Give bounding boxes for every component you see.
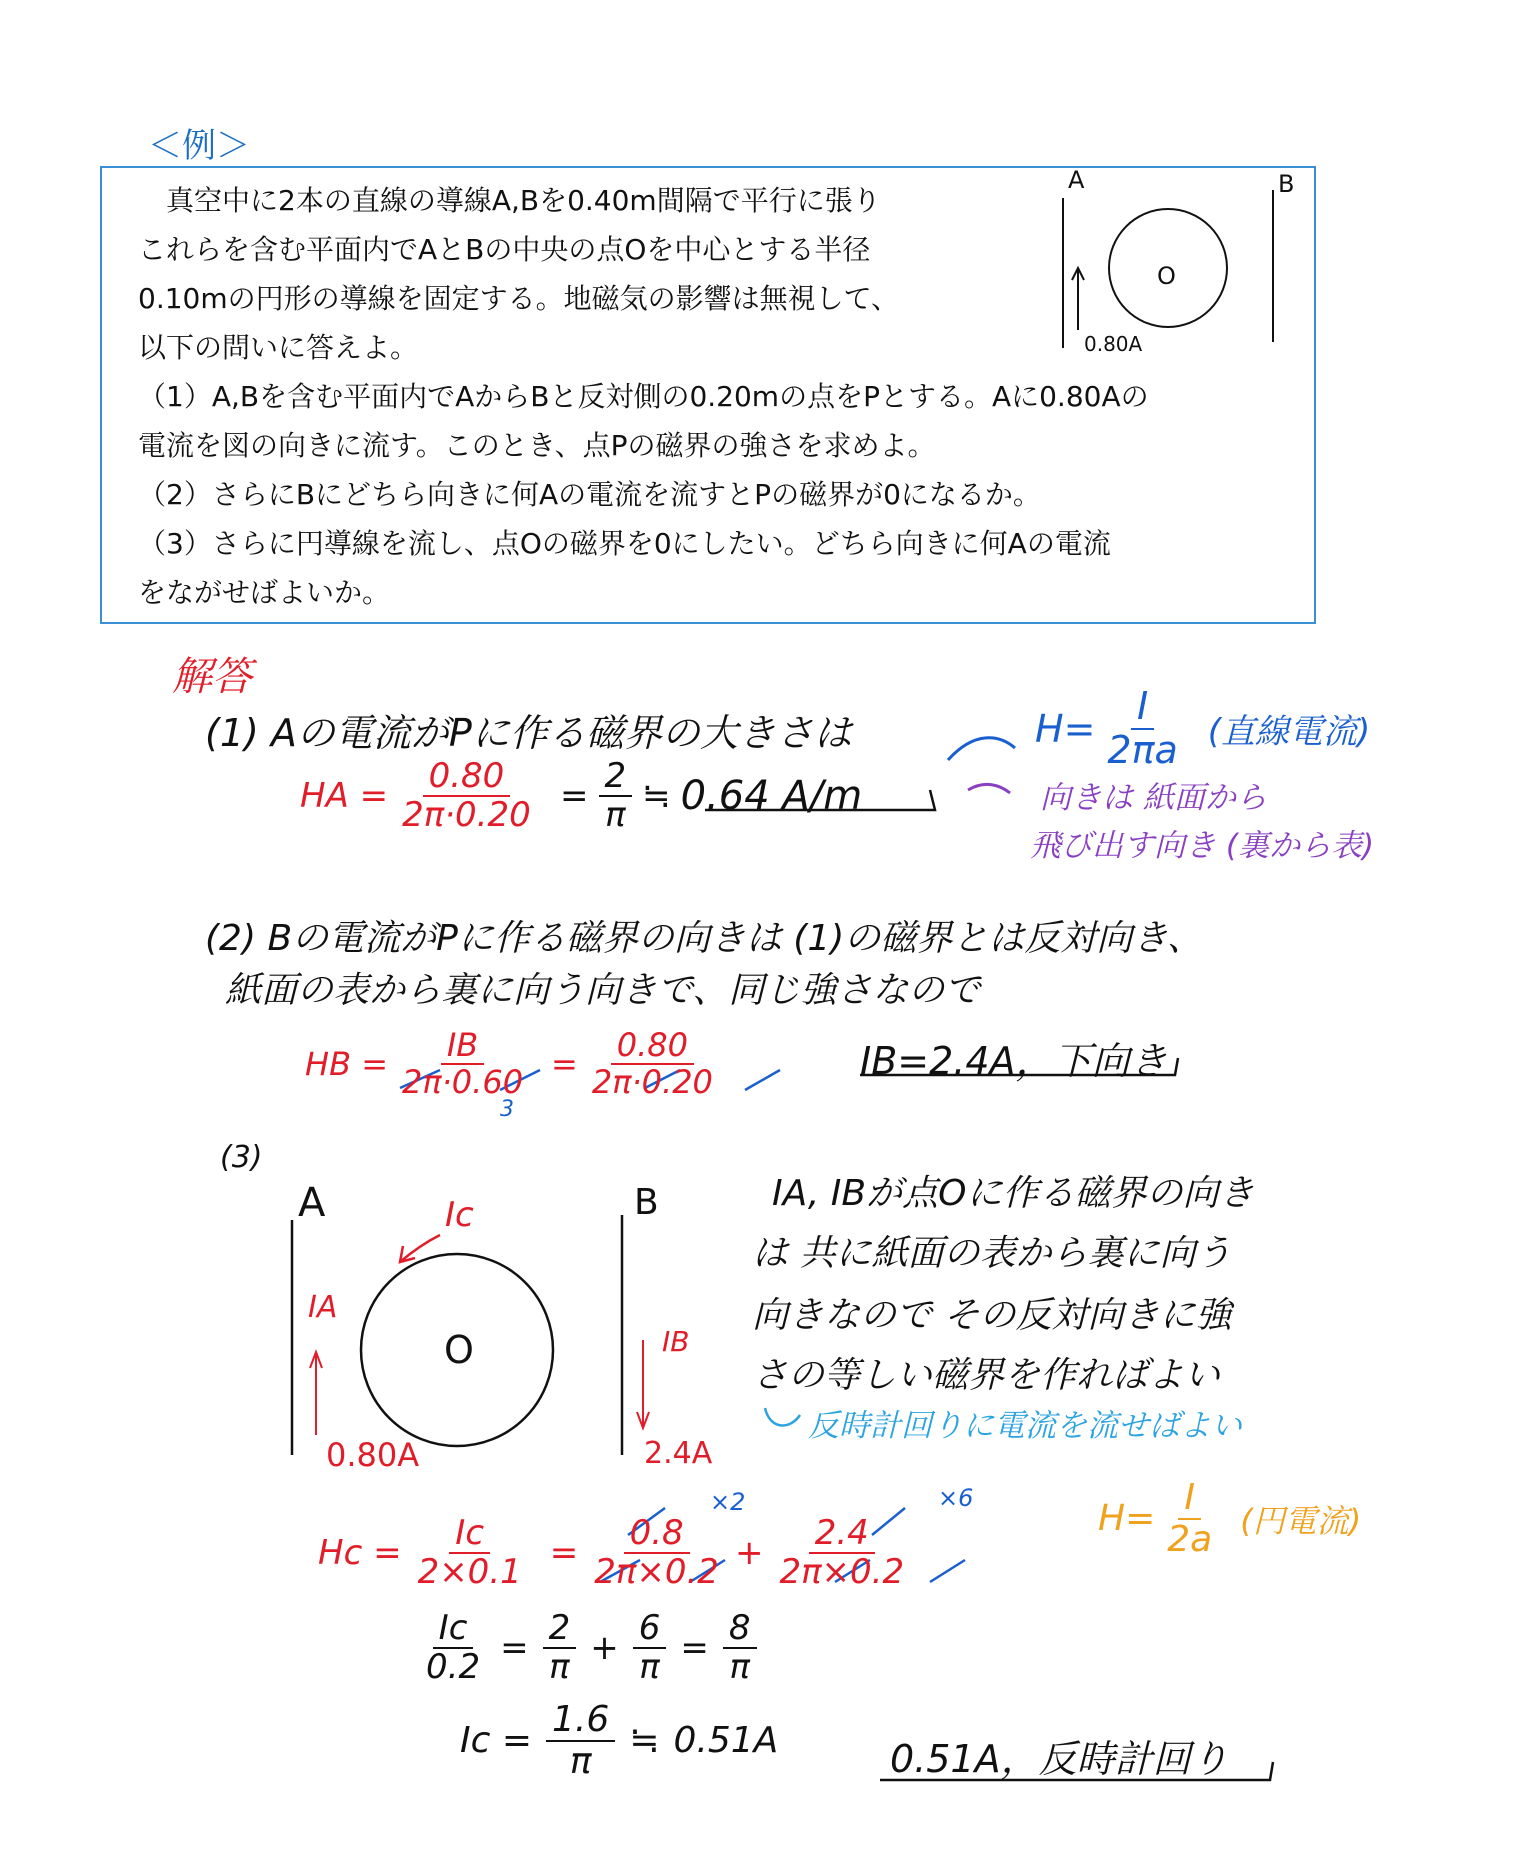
q2-result: IB=2.4A，下向き xyxy=(860,1039,1168,1083)
problem-line-9: をながせばよいか。 xyxy=(138,576,391,609)
q3-eq2-t2-den: π xyxy=(639,1647,660,1688)
q3-eq1-den: 2×0.1 xyxy=(417,1552,522,1593)
q1-formula-num: I xyxy=(1131,686,1154,730)
q2-strike-4 xyxy=(745,1070,780,1090)
q1-text: (1) Aの電流がPに作る磁界の大きさは xyxy=(205,711,852,755)
q3-formula-den: 2a xyxy=(1167,1518,1213,1560)
q3-eq1-lhs: Hc = xyxy=(318,1533,402,1574)
q1-eq: = xyxy=(560,776,589,817)
q3-formula-fraction xyxy=(1161,1478,1218,1559)
q3-fig-ic: Ic xyxy=(445,1195,474,1235)
q1-formula-fraction xyxy=(1101,686,1183,772)
q3-eq3 xyxy=(460,1700,778,1781)
q3-fig-ia: IA xyxy=(308,1290,338,1325)
blue-pointer-curve xyxy=(948,738,1015,760)
problem-line-6: 電流を図の向きに流す。このとき、点Pの磁界の強さを求めよ。 xyxy=(138,429,936,462)
q2-num: IB xyxy=(441,1028,484,1065)
q3-eq3-fraction xyxy=(546,1700,615,1781)
q3-eq2-eq: = xyxy=(500,1628,529,1669)
q1-lhs: HA = xyxy=(300,776,389,817)
problem-line-5: （1）A,Bを含む平面内でAからBと反対側の0.20mの点をPとする。Aに0.80Aの xyxy=(138,380,1149,413)
q3-eq2-t2-num: 6 xyxy=(633,1610,667,1649)
q3-formula xyxy=(1098,1478,1361,1559)
fig-label-a: A xyxy=(1068,166,1085,194)
q3-eq1-eq: = xyxy=(549,1533,579,1574)
fig-current-label: 0.80A xyxy=(1084,332,1143,356)
q1-num: 0.80 xyxy=(423,758,511,797)
q3-fig-current-b: 2.4A xyxy=(644,1436,713,1471)
fig-label-b: B xyxy=(1278,170,1295,198)
q3-eq3-num: 1.6 xyxy=(546,1700,615,1742)
q3-eq3-den: π xyxy=(569,1740,592,1782)
fig-label-o: O xyxy=(1157,262,1176,290)
answer-title: 解答 xyxy=(172,654,252,700)
q1-direction-note-1: 向きは 紙面から xyxy=(1040,780,1267,816)
q3-eq2-t1-den: π xyxy=(549,1647,570,1688)
q3-explain-4: さの等しい磁界を作ればよい xyxy=(752,1355,1221,1396)
q3-fig-current-a: 0.80A xyxy=(326,1436,420,1474)
q2-num2: 0.80 xyxy=(611,1028,694,1065)
q2-den2: 2π·0.20 xyxy=(591,1063,713,1102)
q1-num2: 2 xyxy=(599,758,633,797)
q3-eq1-b-fraction xyxy=(773,1515,910,1592)
q3-formula-note: (円電流) xyxy=(1240,1501,1362,1540)
q3-explain-1: IA, IBが点Oに作る磁界の向き xyxy=(772,1173,1255,1214)
q3-label: (3) xyxy=(220,1140,263,1175)
q1-equation xyxy=(300,758,537,835)
q3-eq2-lhs-fraction xyxy=(420,1610,486,1687)
problem-line-7: （2）さらにBにどちら向きに何Aの電流を流すとPの磁界が0になるか。 xyxy=(138,478,1041,511)
q3-eq1-a-den: 2π×0.2 xyxy=(594,1552,719,1593)
q3-eq3-lhs: Ic = xyxy=(460,1720,533,1762)
q3-eq3-approx: ≒ xyxy=(629,1720,660,1762)
q1-simplified xyxy=(560,758,862,835)
q3-fig-ib: IB xyxy=(662,1325,690,1358)
q3-eq2-t3-num: 8 xyxy=(723,1610,757,1649)
q2-fraction-2 xyxy=(586,1028,719,1100)
q3-eq1-b-den: 2π×0.2 xyxy=(779,1552,905,1593)
q3-explain-3: 向きなので その反対向きに強 xyxy=(752,1295,1232,1336)
q1-formula xyxy=(1035,686,1370,772)
q1-den2: π xyxy=(605,795,626,836)
q2-fraction xyxy=(396,1028,529,1100)
example-heading: ＜例＞ xyxy=(148,126,250,166)
q3-eq3-value: 0.51A xyxy=(673,1720,779,1762)
q1-formula-den: 2πa xyxy=(1107,727,1178,772)
q3-strike-6 xyxy=(930,1560,965,1582)
q3-fig-label-b: B xyxy=(634,1182,659,1223)
q1-result: 0.64 A/m xyxy=(680,773,863,820)
problem-line-4: 以下の問いに答えよ。 xyxy=(138,331,419,364)
q3-formula-lhs: H= xyxy=(1098,1498,1156,1540)
q3-eq1-num: Ic xyxy=(449,1515,490,1554)
q3-eq1 xyxy=(318,1515,910,1592)
problem-line-2: これらを含む平面内でAとBの中央の点Oを中心とする半径 xyxy=(138,233,871,266)
q2-den-correction: 3 xyxy=(500,1097,514,1122)
purple-pointer-curve xyxy=(968,784,1010,793)
q1-den: 2π·0.20 xyxy=(402,795,531,836)
q3-eq1-a-num: 0.8 xyxy=(624,1515,690,1554)
q3-explain-note: 反時計回りに電流を流せばよい xyxy=(808,1408,1242,1444)
problem-line-8: （3）さらに円導線を流し、点Oの磁界を0にしたい。どちら向きに何Aの電流 xyxy=(138,527,1111,560)
q1-fraction-2 xyxy=(599,758,633,835)
q3-eq2 xyxy=(420,1610,757,1687)
q3-fig-label-o: O xyxy=(444,1328,474,1372)
q1-approx: ≒ xyxy=(642,776,671,817)
q3-cyan-pointer xyxy=(765,1408,800,1425)
q1-formula-lhs: H= xyxy=(1035,706,1096,751)
q3-eq2-t1-num: 2 xyxy=(543,1610,577,1649)
q1-fraction xyxy=(396,758,537,835)
q3-eq2-lhs-den: 0.2 xyxy=(426,1647,481,1688)
q3-eq1-a-fraction xyxy=(588,1515,725,1592)
q2-text-1: (2) Bの電流がPに作る磁界の向きは (1)の磁界とは反対向き、 xyxy=(205,918,1203,959)
q3-eq1-b-mark: ×6 xyxy=(938,1484,974,1512)
q3-eq1-fraction xyxy=(412,1515,528,1592)
q3-eq2-lhs-num: Ic xyxy=(433,1610,474,1649)
q1-direction-note-2: 飛び出す向き (裏から表) xyxy=(1030,828,1375,864)
q3-eq1-a-mark: ×2 xyxy=(710,1488,746,1516)
q3-eq2-t2 xyxy=(633,1610,667,1687)
q3-fig-label-a: A xyxy=(298,1180,326,1226)
q3-explain-2: は 共に紙面の表から裏に向う xyxy=(752,1233,1232,1274)
q3-eq2-eq2: = xyxy=(680,1628,709,1669)
problem-line-3: 0.10mの円形の導線を固定する。地磁気の影響は無視して、 xyxy=(138,282,900,315)
q3-eq2-t1 xyxy=(543,1610,577,1687)
q2-lhs: HB = xyxy=(305,1045,388,1084)
q2-eq: = xyxy=(551,1045,578,1084)
q2-den: 2π·0.60 xyxy=(402,1063,524,1102)
q3-eq1-plus: + xyxy=(734,1533,764,1574)
q3-eq2-t3-den: π xyxy=(729,1647,750,1688)
q3-result: 0.51A，反時計回り xyxy=(890,1737,1229,1781)
q1-formula-note: (直線電流) xyxy=(1207,712,1371,753)
q2-text-2: 紙面の表から裏に向う向きで、同じ強さなので xyxy=(225,970,981,1011)
problem-line-1: 真空中に2本の直線の導線A,Bを0.40m間隔で平行に張り xyxy=(138,184,881,217)
q3-eq2-t3 xyxy=(723,1610,757,1687)
q2-equation xyxy=(305,1028,719,1100)
q3-eq1-b-num: 2.4 xyxy=(809,1515,875,1554)
q3-eq2-plus: + xyxy=(590,1628,619,1669)
q3-formula-num: I xyxy=(1178,1478,1201,1520)
